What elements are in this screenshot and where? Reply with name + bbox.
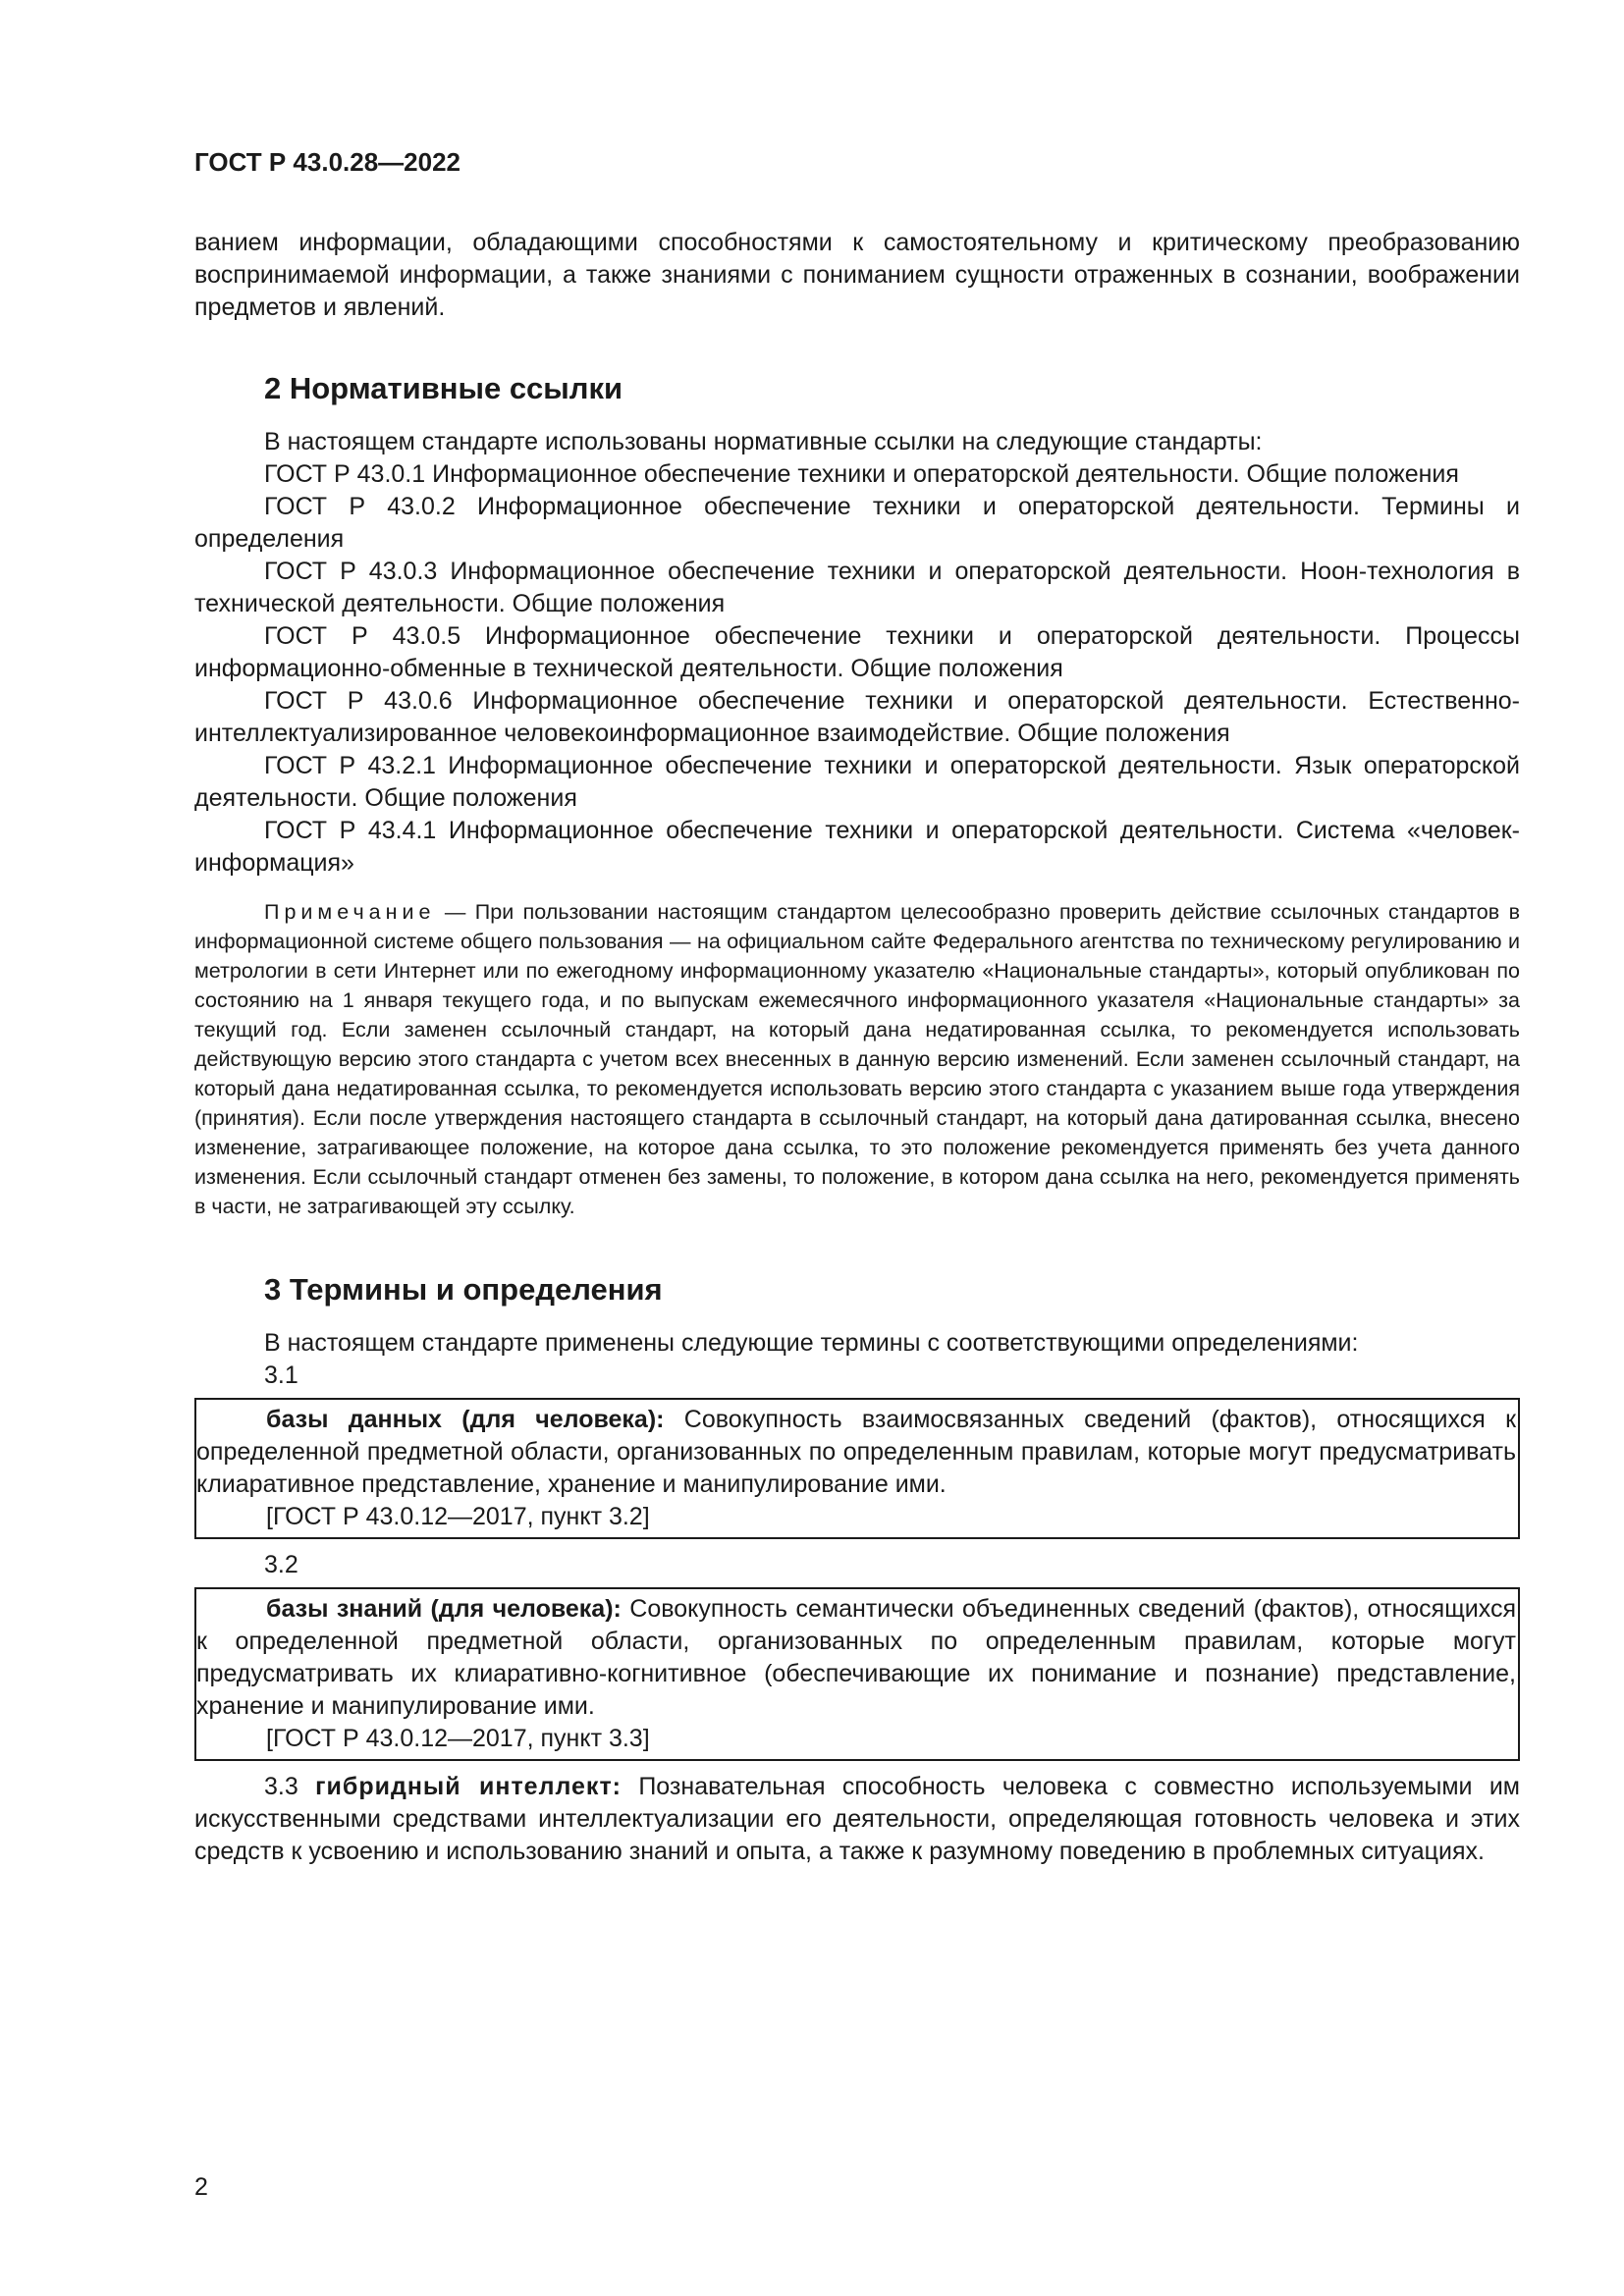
term-definition — [194, 1771, 1520, 1868]
reference-item: ГОСТ Р 43.0.5 Информационное обеспечение техники и операторской деятельности. Процессы информационно-обменные в технической деятельности. Общие положения — [194, 622, 1520, 682]
section-3-heading: 3 Термины и определения — [264, 1272, 663, 1307]
section-3-lead: В настоящем стандарте применены следующие термины с соответствующими определениями: — [264, 1329, 1359, 1357]
term-definition-box — [194, 1398, 1520, 1539]
term-definition — [196, 1404, 1518, 1501]
document-code-header: ГОСТ Р 43.0.28—2022 — [194, 147, 461, 177]
term-number: 3.2 — [264, 1551, 298, 1578]
reference-item: ГОСТ Р 43.2.1 Информационное обеспечение техники и операторской деятельности. Язык операторской деятельности. Общие положения — [194, 752, 1520, 812]
term-name: гибридный интеллект: — [315, 1773, 623, 1800]
reference-item: ГОСТ Р 43.4.1 Информационное обеспечение техники и операторской деятельности. Система «человек-информация» — [194, 817, 1520, 877]
term-name: базы знаний (для человека): — [266, 1595, 622, 1623]
term-number: 3.3 — [264, 1773, 298, 1800]
page-number: 2 — [194, 2173, 208, 2201]
term-source: [ГОСТ Р 43.0.12—2017, пункт 3.2] — [266, 1503, 650, 1530]
section-2-lead: В настоящем стандарте использованы нормативные ссылки на следующие стандарты: — [264, 428, 1263, 455]
note-label: Примечание — [264, 900, 436, 924]
term-definition-box — [194, 1587, 1520, 1761]
term-number: 3.1 — [264, 1362, 298, 1389]
continued-paragraph: ванием информации, обладающими способностями к самостоятельному и критическому преобразованию воспринимаемой информации, а также знаниями с пониманием сущности отраженных в сознании, воображении предметов и явлений. — [194, 229, 1520, 321]
term-source: [ГОСТ Р 43.0.12—2017, пункт 3.3] — [266, 1725, 650, 1752]
reference-item: ГОСТ Р 43.0.1 Информационное обеспечение техники и операторской деятельности. Общие положения — [264, 460, 1459, 488]
term-name: базы данных (для человека): — [266, 1406, 665, 1433]
term-definition-text: Познавательная способность человека с совместно используемыми им искусственными средствами интеллектуализации его деятельности, определяющая готовность человека и этих средств к усвоению и использованию знаний и опыта, а также к разумному поведению в проблемных ситуациях. — [194, 1773, 1520, 1865]
section-2-heading: 2 Нормативные ссылки — [264, 371, 623, 405]
term-definition-text: Совокупность взаимосвязанных сведений (фактов), относящихся к определенной предметной области, организованных по определенным правилам, которые могут предусматривать клиаративное представление, хранение и манипулирование ими. — [196, 1406, 1517, 1498]
reference-item: ГОСТ Р 43.0.6 Информационное обеспечение техники и операторской деятельности. Естественно-интеллектуализированное человекоинформационное взаимодействие. Общие положения — [194, 687, 1520, 747]
reference-item: ГОСТ Р 43.0.3 Информационное обеспечение техники и операторской деятельности. Ноон-технология в технической деятельности. Общие положения — [194, 558, 1520, 617]
document-page — [194, 147, 1520, 1868]
note-text: — При пользовании настоящим стандартом целесообразно проверить действие ссылочных стандартов в информационной системе общего пользования — на официальном сайте Федерального агентства по техническому регулированию и метрологии в сети Интернет или по ежегодному информационному указателю «Национальные стандарты», который опубликован по состоянию на 1 января текущего года, и по выпускам ежемесячного информационного указателя «Национальные стандарты» за текущий год. Если заменен ссылочный стандарт, на который дана недатированная ссылка, то рекомендуется использовать действующую версию этого стандарта с учетом всех внесенных в данную версию изменений. Если заменен ссылочный стандарт, на который дана недатированная ссылка, то рекомендуется использовать версию этого стандарта с указанием выше года утверждения (принятия). Если после утверждения настоящего стандарта в ссылочный стандарт, на который дана датированная ссылка, внесено изменение, затрагивающее положение, на которое дана ссылка, то это положение рекомендуется применять без учета данного изменения. Если ссылочный стандарт отменен без замены, то положение, в котором дана ссылка на него, рекомендуется применять в части, не затрагивающей эту ссылку. — [194, 900, 1520, 1218]
reference-item: ГОСТ Р 43.0.2 Информационное обеспечение техники и операторской деятельности. Термины и определения — [194, 493, 1520, 553]
term-definition-text: Совокупность семантически объединенных сведений (фактов), относящихся к определенной предметной области, организованных по определенным правилам, которые могут предусматривать их клиаративно-когнитивное (обеспечивающие их понимание и познание) представление, хранение и манипулирование ими. — [196, 1595, 1516, 1720]
term-definition — [196, 1593, 1518, 1723]
note-paragraph — [194, 897, 1520, 1221]
